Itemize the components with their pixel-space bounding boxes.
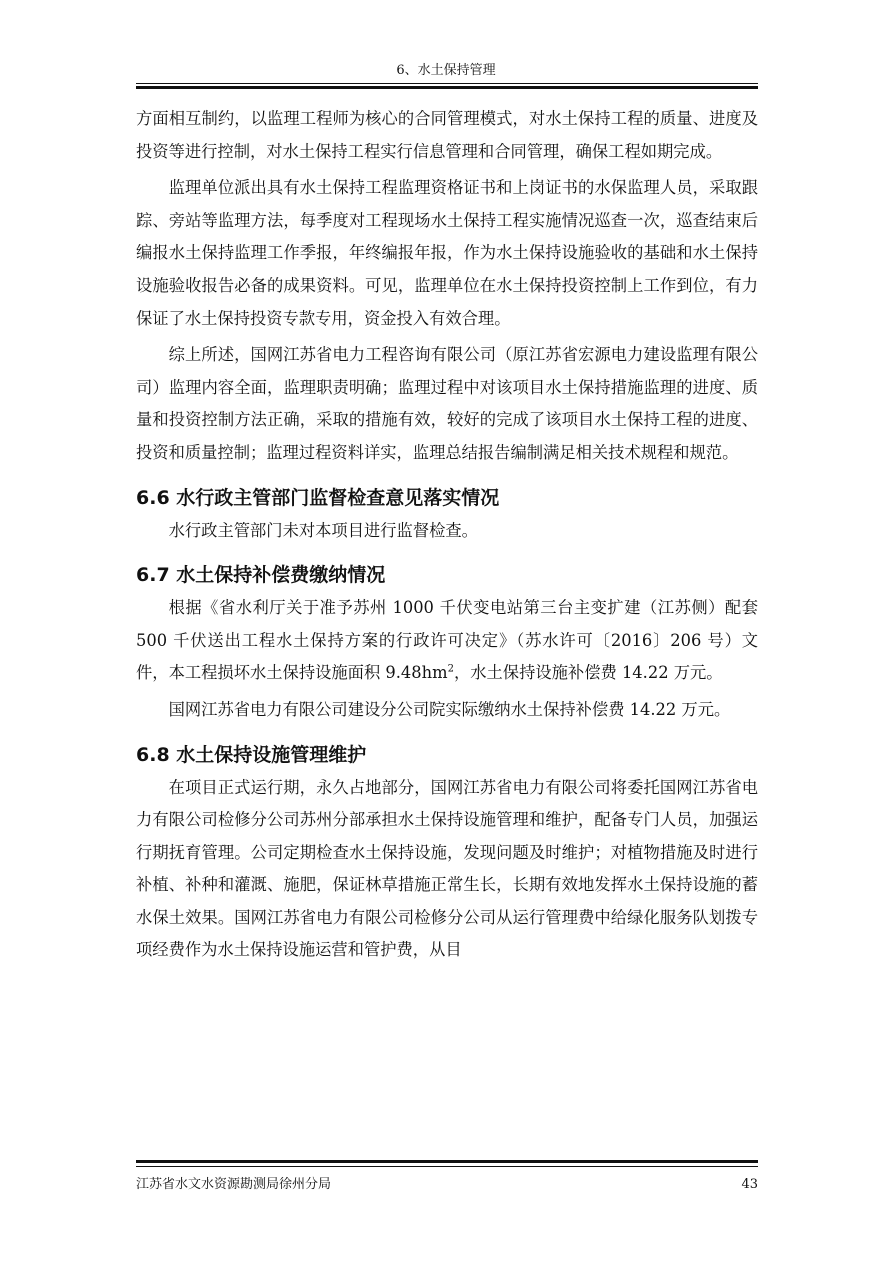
section-heading-6-8: 6.8 水土保持设施管理维护 bbox=[136, 743, 367, 766]
superscript-2: 2 bbox=[447, 663, 454, 675]
compensation-text-b: ，水土保持设施补偿费 14.22 万元。 bbox=[453, 663, 723, 683]
paragraph-contract-management: 方面相互制约，以监理工程师为核心的合同管理模式，对水土保持工程的质量、进度及投资等进行控制，对水土保持工程实行信息管理和合同管理，确保工程如期完成。 bbox=[136, 109, 758, 161]
footer-organization: 江苏省水文水资源勘测局徐州分局 bbox=[136, 1177, 332, 1192]
section-heading-6-7: 6.7 水土保持补偿费缴纳情况 bbox=[136, 564, 386, 587]
header-rule-thick bbox=[136, 86, 758, 89]
footer-rule-thin bbox=[136, 1166, 758, 1167]
footer-rule-thick bbox=[136, 1160, 758, 1163]
paragraph-maintenance: 在项目正式运行期，永久占地部分，国网江苏省电力有限公司将委托国网江苏省电力有限公司检修分公司苏州分部承担水土保持设施管理和维护，配备专门人员，加强运行期抚育管理。公司定期检查水土保持设施，发现问题及时维护；对植物措施及时进行补植、补种和灌溉、施肥，保证林草措施正常生长，长期有效地发挥水土保持设施的蓄水保土效果。国网江苏省电力有限公司检修分公司从运行管理费中给绿化服务队划拨专项经费作为水土保持设施运营和管护费，从目 bbox=[136, 777, 758, 960]
paragraph-no-inspection: 水行政主管部门未对本项目进行监督检查。 bbox=[168, 520, 478, 540]
body-content bbox=[136, 103, 758, 967]
page-number: 43 bbox=[741, 1177, 758, 1192]
paragraph-supervision-staff: 监理单位派出具有水土保持工程监理资格证书和上岗证书的水保监理人员，采取跟踪、旁站等监理方法，每季度对工程现场水土保持工程实施情况巡查一次，巡查结束后编报水土保持监理工作季报，年终编报年报，作为水土保持设施验收的基础和水土保持设施验收报告必备的成果资料。可见，监理单位在水土保持投资控制上工作到位，有力保证了水土保持投资专款专用，资金投入有效合理。 bbox=[136, 178, 758, 328]
paragraph-actual-payment: 国网江苏省电力有限公司建设分公司院实际缴纳水土保持补偿费 14.22 万元。 bbox=[168, 699, 731, 719]
compensation-text-a: 根据《省水利厅关于准予苏州 1000 千伏变电站第三台主变扩建（江苏侧）配套 500 千伏送出工程水土保持方案的行政许可决定》（苏水许可〔2016〕206 号）文件，本工程损坏水土保持设施面积 9.48hm bbox=[136, 598, 758, 683]
paragraph-summary: 综上所述，国网江苏省电力工程咨询有限公司（原江苏省宏源电力建设监理有限公司）监理内容全面，监理职责明确；监理过程中对该项目水土保持措施监理的进度、质量和投资控制方法正确，采取的措施有效，较好的完成了该项目水土保持工程的进度、投资和质量控制；监理过程资料详实，监理总结报告编制满足相关技术规程和规范。 bbox=[136, 345, 758, 462]
section-heading-6-6: 6.6 水行政主管部门监督检查意见落实情况 bbox=[136, 486, 500, 509]
running-header: 6、水土保持管理 bbox=[396, 63, 496, 78]
header-rule-thin bbox=[136, 83, 758, 84]
paragraph-compensation-fee bbox=[136, 592, 758, 690]
